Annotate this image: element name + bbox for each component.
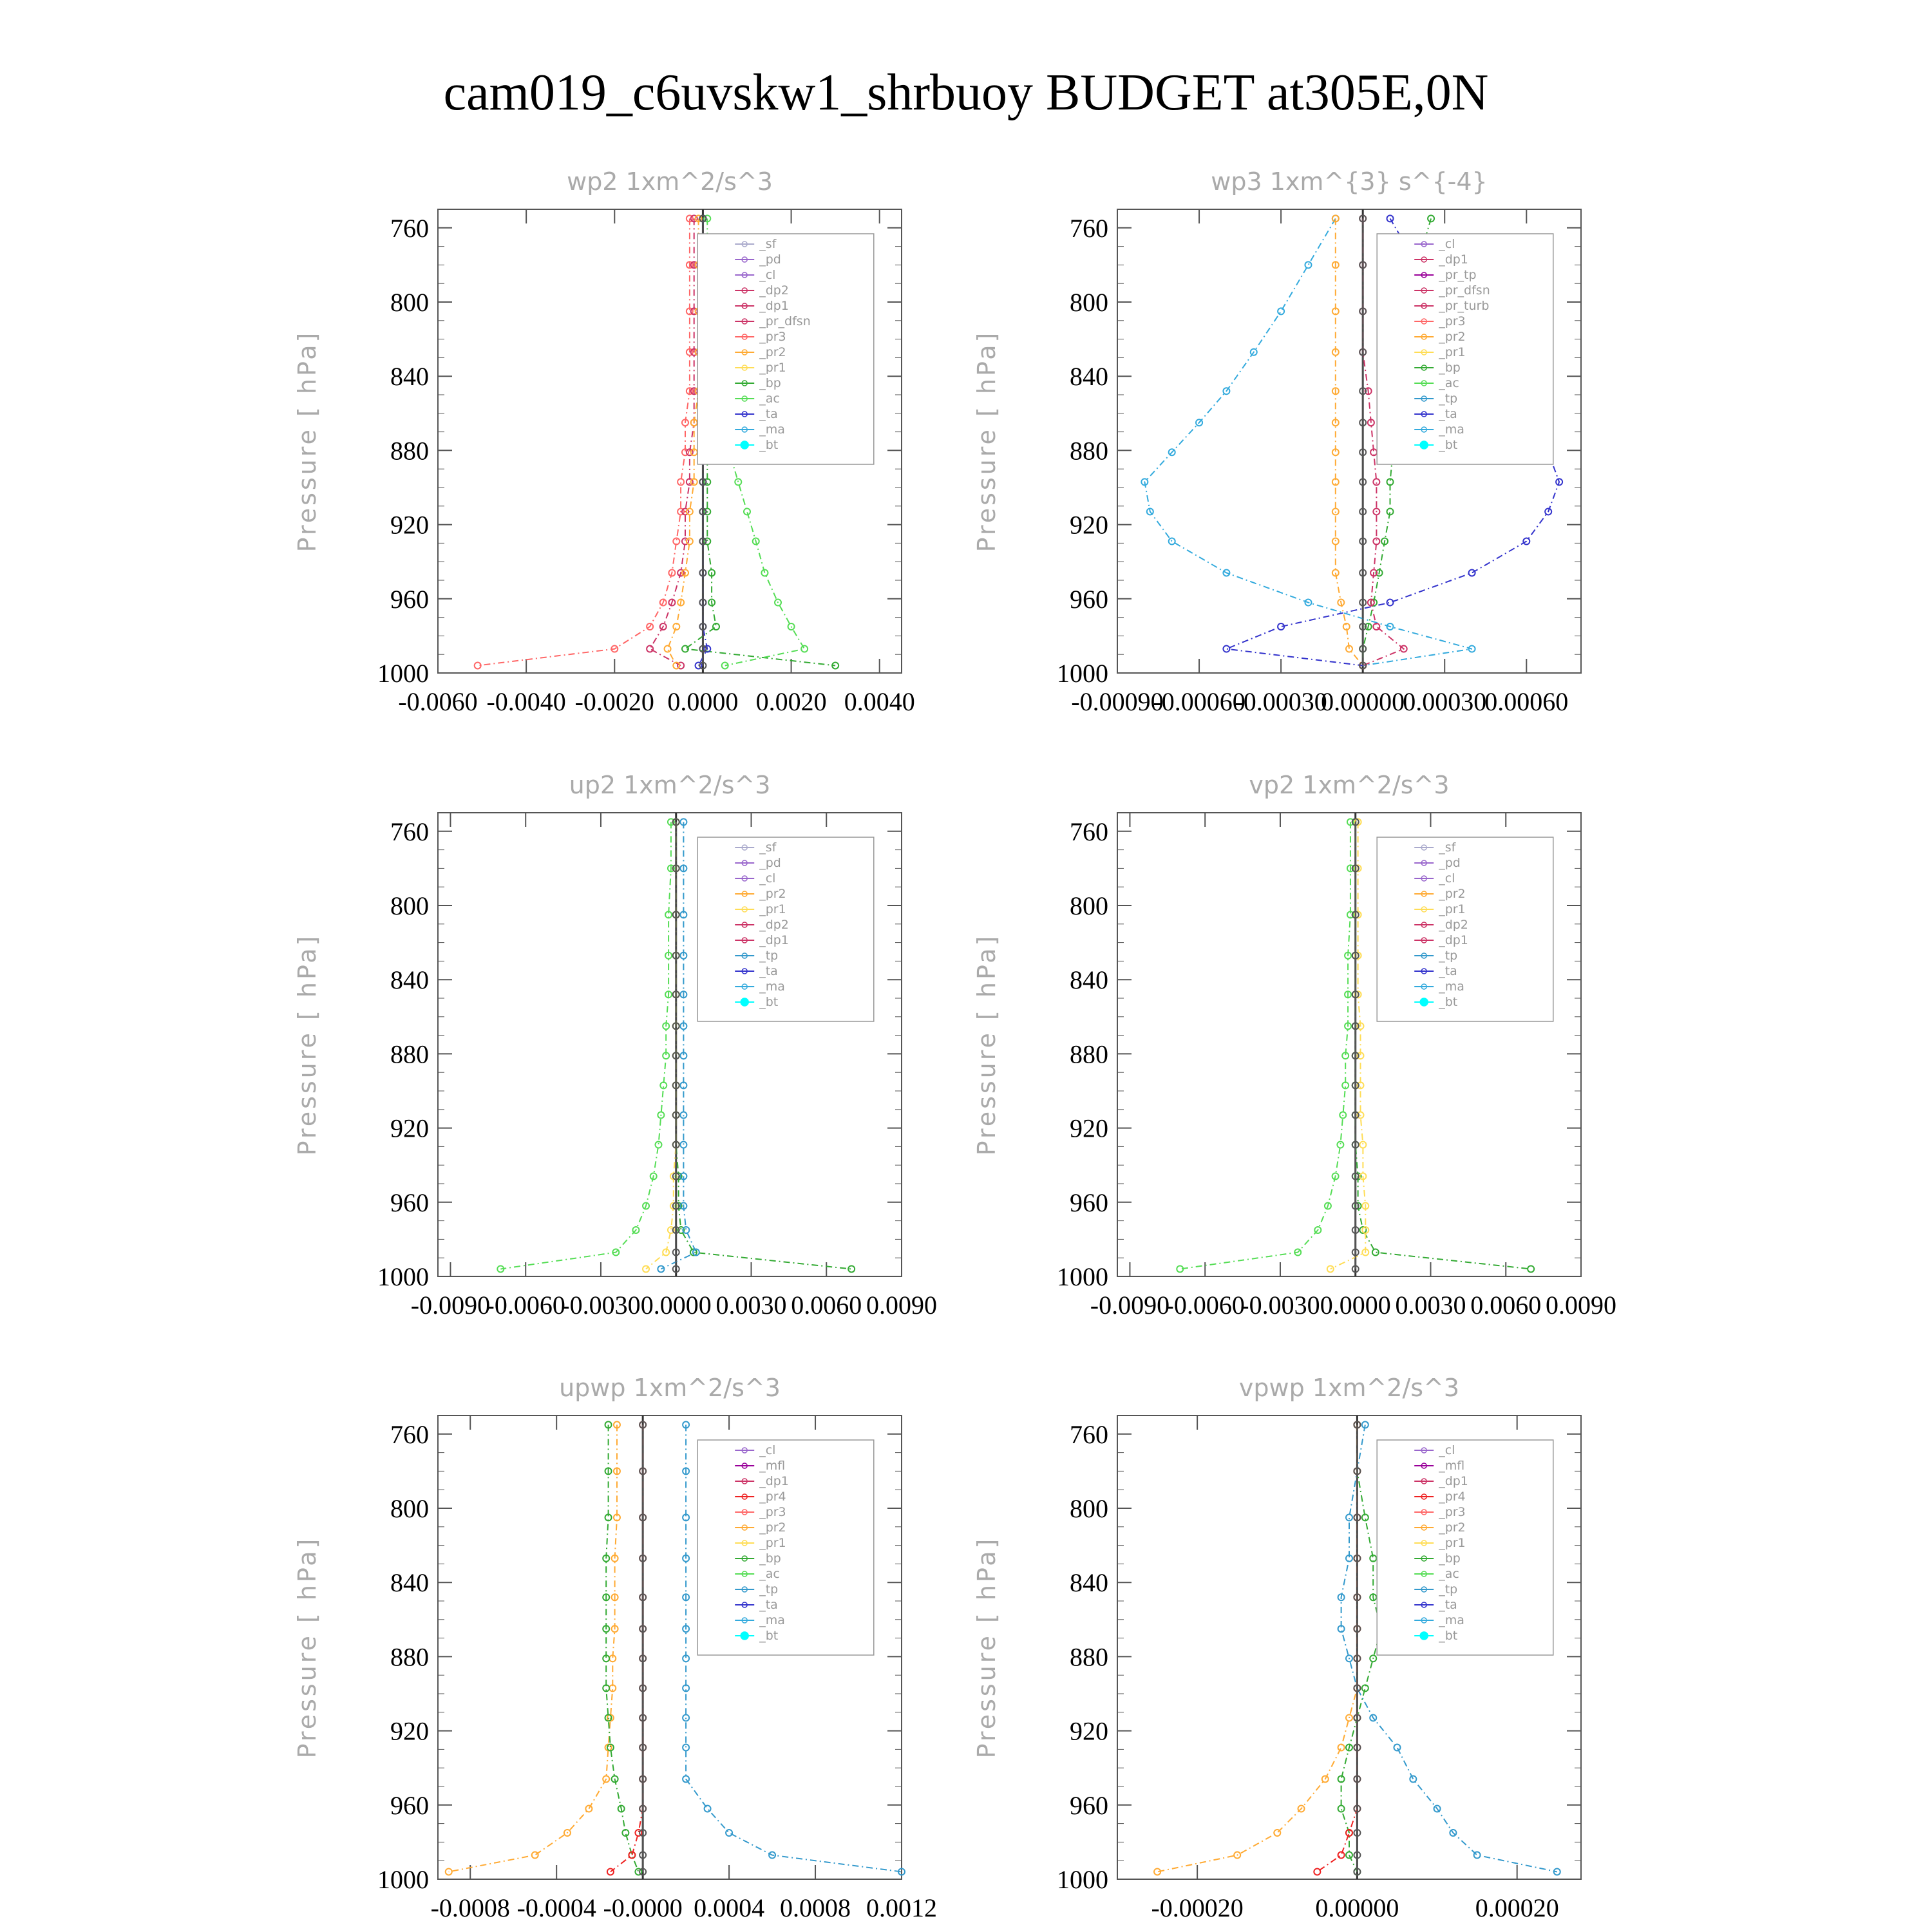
y-tick-label: 960 xyxy=(1070,1188,1108,1217)
data-point xyxy=(1528,1265,1534,1272)
data-point xyxy=(705,1806,711,1812)
legend-entry: _pr3 xyxy=(759,330,786,344)
panel-title: upwp 1xm^2/s^3 xyxy=(559,1374,781,1402)
panel-1 xyxy=(293,167,915,716)
legend-marker xyxy=(1420,998,1428,1006)
legend-entry: _pd xyxy=(759,252,781,267)
x-tick-label: -0.00090 xyxy=(1071,687,1164,716)
legend-entry: _pr2 xyxy=(759,887,786,901)
legend-entry: _pd xyxy=(1439,856,1461,870)
y-tick-label: 960 xyxy=(1070,584,1108,614)
data-point xyxy=(532,1852,538,1859)
data-point xyxy=(1394,1745,1400,1751)
x-tick-label: 0.0060 xyxy=(1470,1291,1542,1320)
y-tick-label: 800 xyxy=(390,1494,429,1523)
x-tick-label: 0.0012 xyxy=(866,1893,937,1922)
series-line-bp xyxy=(606,1425,638,1871)
y-axis-label: Pressure [ hPa] xyxy=(972,1536,1001,1759)
x-tick-label: -0.0008 xyxy=(430,1893,510,1922)
legend-entry: _ac xyxy=(759,392,780,406)
y-tick-label: 760 xyxy=(390,213,429,243)
panel-title: wp2 1xm^2/s^3 xyxy=(567,167,773,196)
figure-title: cam019_c6uvskw1_shrbuoy BUDGET at305E,0N xyxy=(443,64,1489,121)
series-line-tp xyxy=(661,822,696,1269)
data-point xyxy=(735,478,741,485)
panel-6 xyxy=(972,1374,1581,1922)
y-tick-label: 880 xyxy=(390,1642,429,1672)
x-tick-label: 0.00000 xyxy=(1315,1893,1399,1922)
legend-entry: _dp1 xyxy=(759,933,789,947)
legend-entry: _ma xyxy=(759,422,785,437)
x-tick-label: 0.0060 xyxy=(791,1291,862,1320)
legend-entry: _bp xyxy=(759,1551,781,1566)
data-point xyxy=(1274,1830,1280,1836)
data-point xyxy=(1373,538,1379,545)
legend-marker xyxy=(741,998,748,1006)
legend-entry: _sf xyxy=(759,237,777,251)
y-tick-label: 1000 xyxy=(377,1865,429,1894)
panel-5 xyxy=(293,1374,937,1922)
legend-entry: _bt xyxy=(759,438,779,452)
y-tick-label: 880 xyxy=(390,1039,429,1069)
legend-entry: _cl xyxy=(759,1443,776,1457)
legend-entry: _cl xyxy=(1439,1443,1455,1457)
legend-entry: _tp xyxy=(1439,1582,1458,1596)
legend-entry: _pd xyxy=(759,856,781,870)
y-tick-label: 920 xyxy=(1070,1113,1108,1143)
legend-entry: _pr1 xyxy=(1439,345,1466,359)
legend-entry: _ma xyxy=(1439,980,1464,994)
x-tick-label: 0.00000 xyxy=(1321,687,1405,716)
data-point xyxy=(1338,1745,1345,1751)
legend-marker xyxy=(741,441,748,449)
legend-entry: _tp xyxy=(759,1582,779,1596)
legend-entry: _sf xyxy=(1439,840,1456,855)
y-tick-label: 760 xyxy=(1070,1419,1108,1449)
legend-entry: _pr_dfsn xyxy=(759,314,811,328)
y-tick-label: 800 xyxy=(1070,891,1108,920)
legend-entry: _pr_tp xyxy=(1439,268,1477,282)
y-axis-label: Pressure [ hPa] xyxy=(293,933,321,1156)
legend-entry: _ma xyxy=(759,980,785,994)
x-tick-label: 0.0030 xyxy=(1395,1291,1466,1320)
y-tick-label: 880 xyxy=(1070,436,1108,466)
legend-entry: _dp2 xyxy=(759,918,789,932)
legend-entry: _ac xyxy=(1439,1567,1459,1581)
y-tick-label: 800 xyxy=(1070,288,1108,317)
x-tick-label: 0.0000 xyxy=(667,687,739,716)
legend-entry: _pr_turb xyxy=(1439,299,1490,313)
x-tick-label: 0.0000 xyxy=(640,1291,712,1320)
data-point xyxy=(683,1745,689,1751)
x-tick-label: -0.00030 xyxy=(1235,687,1327,716)
legend-marker xyxy=(741,1632,748,1640)
y-tick-label: 840 xyxy=(390,965,429,995)
x-tick-label: -0.0060 xyxy=(398,687,478,716)
y-tick-label: 840 xyxy=(1070,1568,1108,1598)
series-line-pr1 xyxy=(1331,822,1366,1269)
x-tick-label: -0.0020 xyxy=(574,687,654,716)
series-line-pr2 xyxy=(1336,218,1363,665)
panel-title: vp2 1xm^2/s^3 xyxy=(1249,771,1450,799)
y-tick-label: 960 xyxy=(1070,1790,1108,1820)
legend-entry: _pr3 xyxy=(759,1505,786,1519)
y-tick-label: 1000 xyxy=(1057,659,1108,688)
legend-entry: _cl xyxy=(759,268,776,282)
y-axis-label: Pressure [ hPa] xyxy=(293,1536,321,1759)
y-tick-label: 1000 xyxy=(1057,1865,1108,1894)
x-tick-label: 0.0090 xyxy=(866,1291,937,1320)
x-tick-label: 0.0020 xyxy=(755,687,827,716)
legend-entry: _mfl xyxy=(1439,1459,1465,1473)
legend-entry: _pr1 xyxy=(1439,902,1466,916)
data-point xyxy=(677,478,684,485)
x-tick-label: 0.0000 xyxy=(1320,1291,1391,1320)
data-point xyxy=(1278,308,1284,314)
x-tick-label: -0.0030 xyxy=(1240,1291,1320,1320)
data-point xyxy=(1359,1142,1366,1148)
x-tick-label: 0.0008 xyxy=(780,1893,851,1922)
x-tick-label: -0.0090 xyxy=(410,1291,491,1320)
legend-entry: _cl xyxy=(1439,871,1455,886)
y-tick-label: 1000 xyxy=(1057,1262,1108,1291)
panel-2 xyxy=(972,167,1581,716)
y-tick-label: 800 xyxy=(390,891,429,920)
data-point xyxy=(1469,569,1475,576)
legend-entry: _bt xyxy=(759,1629,779,1643)
legend-entry: _bt xyxy=(1439,1629,1458,1643)
series-line-dp1 xyxy=(1180,822,1350,1269)
x-tick-label: -0.00060 xyxy=(1153,687,1245,716)
panel-3 xyxy=(293,771,937,1320)
x-tick-label: 0.00020 xyxy=(1475,1893,1559,1922)
legend-entry: _pr1 xyxy=(1439,1536,1466,1550)
y-tick-label: 960 xyxy=(390,1188,429,1217)
series-line-dp1 xyxy=(478,218,690,665)
legend-entry: _mfl xyxy=(759,1459,786,1473)
y-tick-label: 880 xyxy=(1070,1039,1108,1069)
legend-entry: _dp1 xyxy=(759,299,789,313)
data-point xyxy=(1373,478,1379,485)
series-line-pr2 xyxy=(449,1425,617,1871)
y-tick-label: 760 xyxy=(390,1419,429,1449)
legend-entry: _pr2 xyxy=(1439,330,1466,344)
legend-entry: _bp xyxy=(759,376,781,390)
legend-entry: _ma xyxy=(759,1613,785,1627)
legend-entry: _sf xyxy=(759,840,777,855)
legend-entry: _tp xyxy=(1439,392,1458,406)
y-tick-label: 840 xyxy=(390,362,429,392)
data-point xyxy=(1346,1514,1352,1520)
y-tick-label: 920 xyxy=(390,1716,429,1746)
panel-title: vpwp 1xm^2/s^3 xyxy=(1238,1374,1460,1402)
legend-entry: _ta xyxy=(1439,407,1457,421)
y-tick-label: 920 xyxy=(390,1113,429,1143)
data-point xyxy=(726,1830,732,1836)
y-tick-label: 1000 xyxy=(377,659,429,688)
legend-entry: _dp1 xyxy=(1439,1474,1468,1488)
legend-entry: _pr2 xyxy=(759,345,786,359)
legend-entry: _pr2 xyxy=(1439,887,1466,901)
legend-entry: _pr1 xyxy=(759,361,786,375)
panel-4 xyxy=(972,771,1616,1320)
x-tick-label: 0.0004 xyxy=(694,1893,765,1922)
legend-entry: _pr4 xyxy=(1439,1490,1466,1504)
legend-entry: _bt xyxy=(759,995,779,1009)
legend-entry: _dp2 xyxy=(759,283,789,298)
legend-entry: _ma xyxy=(1439,1613,1464,1627)
y-axis-label: Pressure [ hPa] xyxy=(293,330,321,553)
legend-entry: _cl xyxy=(759,871,776,886)
series-line-dp2 xyxy=(650,218,694,665)
legend-entry: _dp1 xyxy=(1439,933,1468,947)
legend-entry: _pr3 xyxy=(1439,314,1466,328)
x-tick-label: 0.00030 xyxy=(1403,687,1487,716)
legend-entry: _pr_dfsn xyxy=(1439,283,1490,298)
legend-entry: _bp xyxy=(1439,1551,1461,1566)
y-tick-label: 880 xyxy=(1070,1642,1108,1672)
legend-marker xyxy=(1420,441,1428,449)
x-tick-label: 0.00060 xyxy=(1484,687,1569,716)
series-line-pr2 xyxy=(1157,1425,1357,1871)
data-point xyxy=(665,646,671,652)
y-tick-label: 920 xyxy=(1070,510,1108,540)
y-tick-label: 880 xyxy=(390,436,429,466)
data-point xyxy=(1223,646,1229,652)
x-tick-label: -0.00020 xyxy=(1151,1893,1244,1922)
data-point xyxy=(1474,1852,1481,1859)
y-tick-label: 1000 xyxy=(377,1262,429,1291)
legend-entry: _ac xyxy=(759,1567,780,1581)
legend-entry: _dp1 xyxy=(759,1474,789,1488)
y-tick-label: 960 xyxy=(390,1790,429,1820)
y-tick-label: 800 xyxy=(390,288,429,317)
legend-entry: _ac xyxy=(1439,376,1459,390)
legend-entry: _pr1 xyxy=(759,902,786,916)
panel-title: wp3 1xm^{3} s^{-4} xyxy=(1211,167,1488,196)
x-tick-label: 0.0090 xyxy=(1546,1291,1616,1320)
y-tick-label: 840 xyxy=(1070,965,1108,995)
x-tick-label: -0.0060 xyxy=(1165,1291,1245,1320)
y-tick-label: 920 xyxy=(1070,1716,1108,1746)
data-point xyxy=(744,508,750,515)
y-tick-label: 760 xyxy=(1070,213,1108,243)
y-tick-label: 960 xyxy=(390,584,429,614)
series-line-bp xyxy=(1341,1425,1381,1871)
x-tick-label: -0.0004 xyxy=(516,1893,596,1922)
legend-entry: _ma xyxy=(1439,422,1464,437)
data-point xyxy=(848,1265,855,1272)
data-point xyxy=(1372,1249,1379,1256)
data-point xyxy=(1169,538,1175,545)
x-tick-label: -0.0040 xyxy=(486,687,566,716)
legend-entry: _bt xyxy=(1439,995,1458,1009)
legend-entry: _tp xyxy=(759,949,779,963)
legend-entry: _dp1 xyxy=(1439,252,1468,267)
legend-entry: _ta xyxy=(759,964,778,978)
y-tick-label: 840 xyxy=(1070,362,1108,392)
series-line-pr4 xyxy=(1317,1425,1357,1871)
data-point xyxy=(1337,1142,1343,1148)
series-line-pr1 xyxy=(646,822,676,1269)
x-tick-label: -0.0060 xyxy=(486,1291,565,1320)
data-point xyxy=(687,538,693,545)
x-tick-label: -0.0090 xyxy=(1090,1291,1170,1320)
legend-entry: _pr4 xyxy=(759,1490,786,1504)
data-point xyxy=(680,1142,687,1148)
legend-entry: _tp xyxy=(1439,949,1458,963)
y-axis-label: Pressure [ hPa] xyxy=(972,330,1001,553)
x-tick-label: -0.0000 xyxy=(603,1893,683,1922)
data-point xyxy=(1410,1776,1416,1782)
data-point xyxy=(658,1265,664,1272)
legend-entry: _bp xyxy=(1439,361,1461,375)
data-point xyxy=(1305,261,1311,268)
y-tick-label: 760 xyxy=(390,817,429,846)
series-line-dp1 xyxy=(500,822,671,1269)
y-tick-label: 760 xyxy=(1070,817,1108,846)
series-line-pr4 xyxy=(611,1425,643,1871)
data-point xyxy=(1314,1868,1320,1875)
x-tick-label: 0.0040 xyxy=(844,687,915,716)
legend-entry: _ta xyxy=(759,1598,778,1612)
legend-entry: _ta xyxy=(1439,964,1457,978)
data-point xyxy=(1338,1806,1345,1812)
x-tick-label: 0.0030 xyxy=(715,1291,787,1320)
data-point xyxy=(1332,538,1339,545)
legend-entry: _pr3 xyxy=(1439,1505,1466,1519)
data-point xyxy=(1338,1852,1345,1859)
legend-entry: _ta xyxy=(1439,1598,1457,1612)
y-tick-label: 800 xyxy=(1070,1494,1108,1523)
y-tick-label: 840 xyxy=(390,1568,429,1598)
data-point xyxy=(801,646,808,652)
legend-entry: _ta xyxy=(759,407,778,421)
legend-entry: _bt xyxy=(1439,438,1458,452)
legend-entry: _pr2 xyxy=(759,1520,786,1535)
legend-entry: _pr1 xyxy=(759,1536,786,1550)
legend-marker xyxy=(1420,1632,1428,1640)
legend-entry: _dp2 xyxy=(1439,918,1468,932)
data-point xyxy=(647,646,653,652)
legend-entry: _cl xyxy=(1439,237,1455,251)
y-axis-label: Pressure [ hPa] xyxy=(972,933,1001,1156)
data-point xyxy=(655,1142,661,1148)
panel-title: up2 1xm^2/s^3 xyxy=(569,771,771,799)
y-tick-label: 920 xyxy=(390,510,429,540)
x-tick-label: -0.0030 xyxy=(561,1291,641,1320)
legend-entry: _pr2 xyxy=(1439,1520,1466,1535)
